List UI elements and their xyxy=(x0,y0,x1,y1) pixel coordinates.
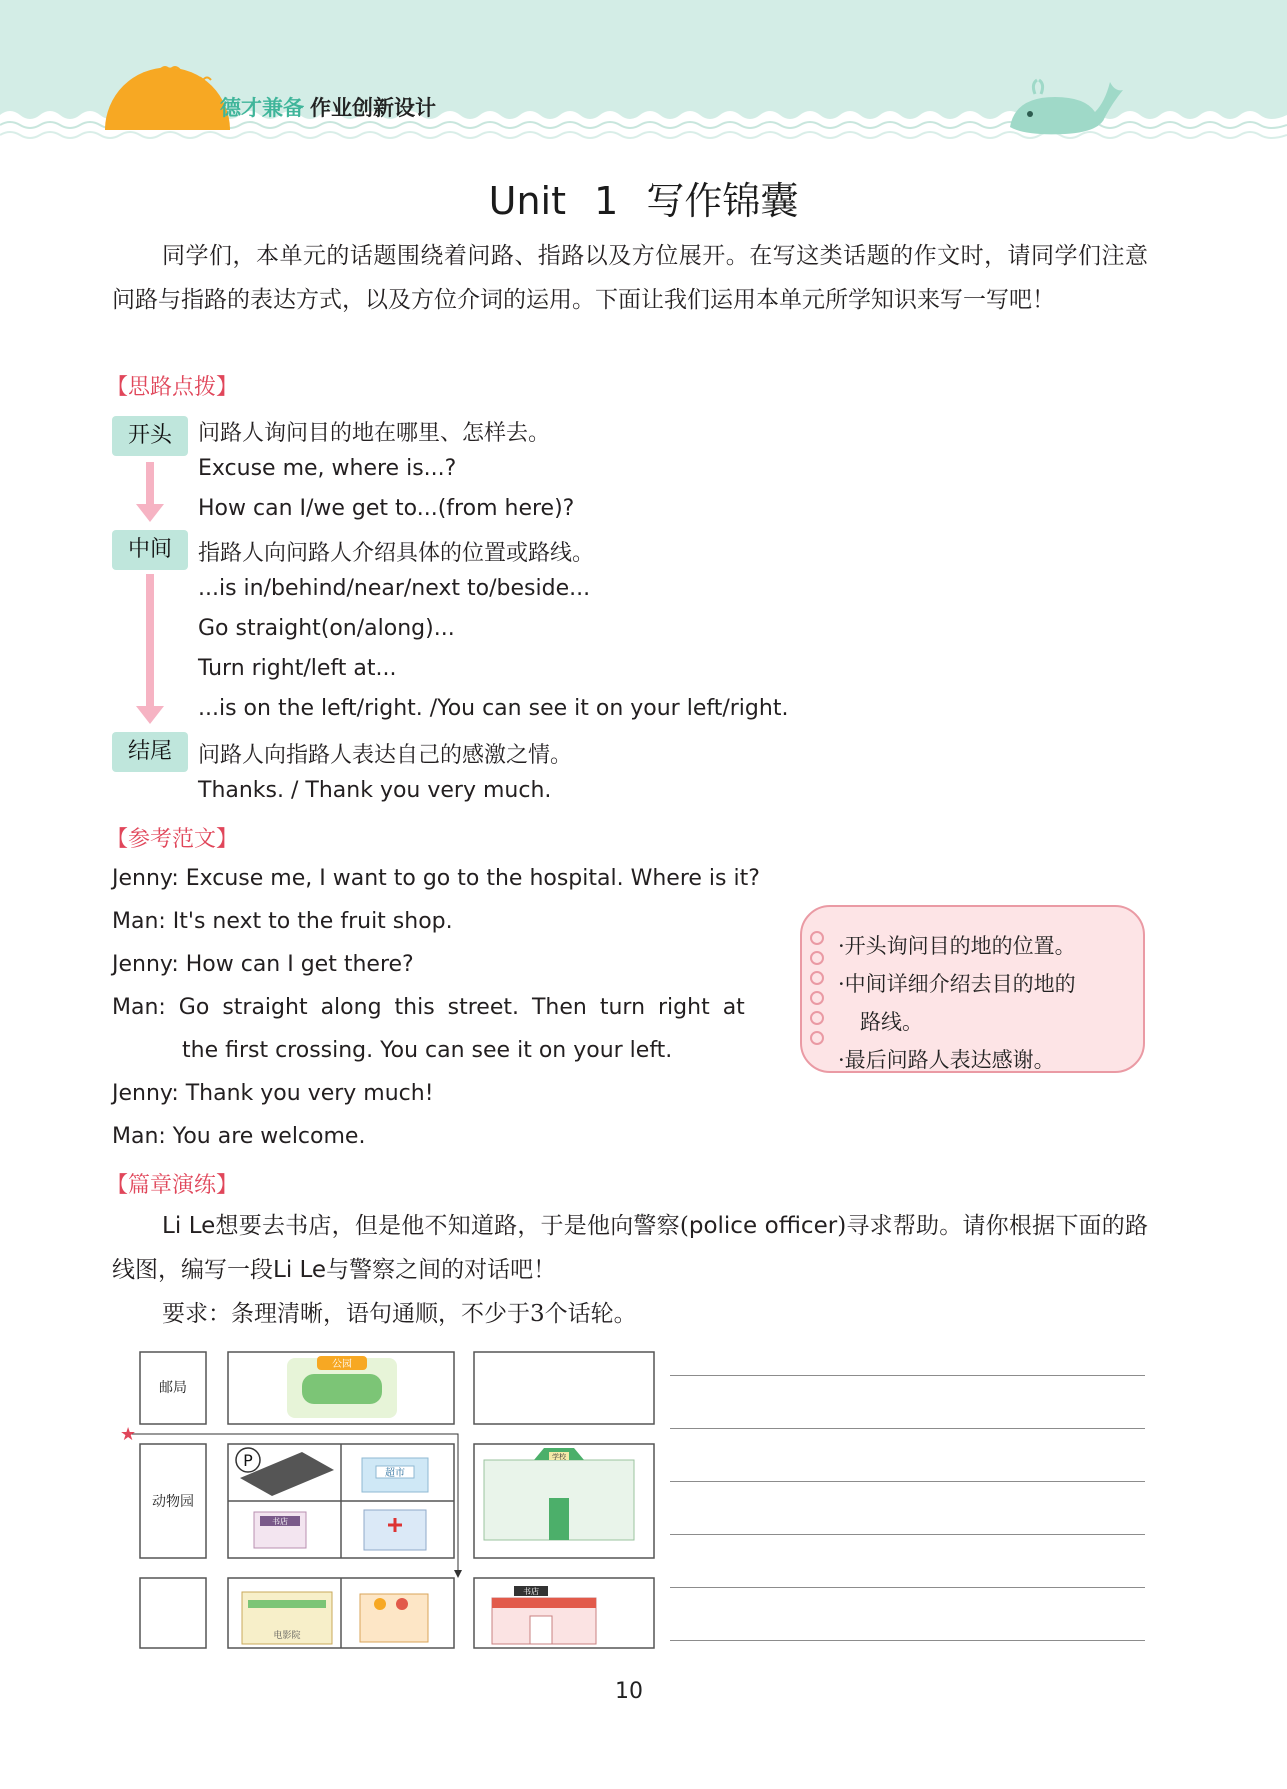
outline-arrow-1 xyxy=(134,462,166,524)
route-map xyxy=(112,1348,657,1653)
name-li-le-2: Li Le xyxy=(273,1257,327,1283)
tip-note xyxy=(800,905,1145,1073)
prompt-part-2: )寻求帮助。请你根据下面的路线图，编写一段 xyxy=(112,1213,1148,1283)
brand-dark-text: 作业创新设计 xyxy=(310,96,436,120)
name-li-le: Li Le xyxy=(162,1213,216,1239)
practice-prompt xyxy=(112,1204,1148,1292)
outline-middle-en-3: Turn right/left at... xyxy=(198,656,397,681)
prompt-part-3: 与警察之间的对话吧！ xyxy=(326,1257,557,1283)
practice-task xyxy=(112,1204,1148,1336)
sample-line-1: Jenny: Excuse me, I want to go to the hospital. Where is it? xyxy=(112,866,760,891)
writing-line-6[interactable] xyxy=(670,1640,1145,1641)
bookstore-sign: 书店 xyxy=(523,1587,539,1596)
cinema-sign: 电影院 xyxy=(273,1631,301,1641)
outline-start-en-1: Excuse me, where is...? xyxy=(198,456,457,481)
outline-start-cn: 问路人询问目的地在哪里、怎样去。 xyxy=(198,421,551,446)
sample-line-2: Man: It's next to the fruit shop. xyxy=(112,909,453,934)
practice-requirement: 要求：条理清晰，语句通顺，不少于3个话轮。 xyxy=(162,1301,637,1327)
outline-middle-en-1: ...is in/behind/near/next to/beside... xyxy=(198,576,591,601)
section-heading-idea: 【思路点拨】 xyxy=(106,375,239,400)
sample-line-3: Jenny: How can I get there? xyxy=(112,952,414,977)
brand-title xyxy=(220,92,436,122)
outline-middle-en-4: ...is on the left/right. /You can see it on your left/right. xyxy=(198,696,789,721)
sample-line-5: the first crossing. You can see it on your left. xyxy=(182,1038,673,1063)
tip-item-2: ·中间详细介绍去目的地的 xyxy=(838,972,1076,996)
writing-line-2[interactable] xyxy=(670,1428,1145,1429)
school-icon xyxy=(484,1448,634,1540)
outline-end-en-1: Thanks. / Thank you very much. xyxy=(198,778,552,803)
writing-line-5[interactable] xyxy=(670,1587,1145,1588)
map-label-post-office: 邮局 xyxy=(159,1380,187,1396)
outline-middle-cn: 指路人向问路人介绍具体的位置或路线。 xyxy=(198,541,595,566)
outline-tag-end: 结尾 xyxy=(112,732,188,772)
section-heading-practice: 【篇章演练】 xyxy=(106,1173,239,1198)
prompt-part-1: 想要去书店，但是他不知道路，于是他向警察( xyxy=(215,1213,689,1239)
page-number-text: 10 xyxy=(615,1679,643,1704)
outline-end-cn: 问路人向指路人表达自己的感激之情。 xyxy=(198,743,573,768)
whale-icon xyxy=(1005,72,1125,142)
map-label-zoo: 动物园 xyxy=(152,1494,194,1510)
outline-tag-start: 开头 xyxy=(112,416,188,456)
start-star-icon: ★ xyxy=(120,1424,137,1445)
birds-icon xyxy=(150,58,220,98)
parking-lot-icon xyxy=(236,1448,334,1496)
tip-item-1: ·开头询问目的地的位置。 xyxy=(838,934,1076,958)
notebook-spiral-icon xyxy=(804,930,830,1060)
cinema-icon xyxy=(242,1592,332,1644)
brand-green-text: 德才兼备 xyxy=(220,96,304,120)
section-heading-sample: 【参考范文】 xyxy=(106,827,239,852)
tip-item-4: ·最后问路人表达感谢。 xyxy=(838,1048,1055,1072)
park-sign-label: 公园 xyxy=(332,1359,352,1370)
writing-line-4[interactable] xyxy=(670,1534,1145,1535)
intro-paragraph: 同学们，本单元的话题围绕着问路、指路以及方位展开。在写这类话题的作文时，请同学们注意问路与指路的表达方式，以及方位介词的运用。下面让我们运用本单元所学知识来写一写吧！ xyxy=(112,243,1148,313)
school-sign: 学校 xyxy=(552,1453,566,1461)
writing-line-1[interactable] xyxy=(670,1375,1145,1376)
shop-sign: 书店 xyxy=(272,1517,288,1526)
page-number xyxy=(598,1668,660,1718)
parking-sign: P xyxy=(243,1451,253,1470)
tip-item-3: 路线。 xyxy=(860,1010,923,1034)
outline-middle-en-2: Go straight(on/along)... xyxy=(198,616,455,641)
writing-line-3[interactable] xyxy=(670,1481,1145,1482)
term-police-officer: police officer xyxy=(688,1213,838,1239)
shop-icon xyxy=(254,1512,306,1548)
outline-arrow-2 xyxy=(134,574,166,726)
hospital-icon xyxy=(364,1510,426,1550)
park-icon xyxy=(287,1356,397,1418)
fruit-shop-icon xyxy=(360,1594,428,1642)
bookstore-icon xyxy=(492,1586,596,1644)
sample-line-4: Man: Go straight along this street. Then turn right at xyxy=(112,995,745,1020)
outline-start-en-2: How can I/we get to...(from here)? xyxy=(198,496,575,521)
sample-line-6: Jenny: Thank you very much! xyxy=(112,1081,434,1106)
supermarket-sign: 超市 xyxy=(385,1468,405,1479)
sample-line-7: Man: You are welcome. xyxy=(112,1124,366,1149)
outline-tag-middle: 中间 xyxy=(112,530,188,570)
supermarket-icon xyxy=(362,1458,428,1492)
page-title: Unit 1 写作锦囊 xyxy=(488,179,799,223)
